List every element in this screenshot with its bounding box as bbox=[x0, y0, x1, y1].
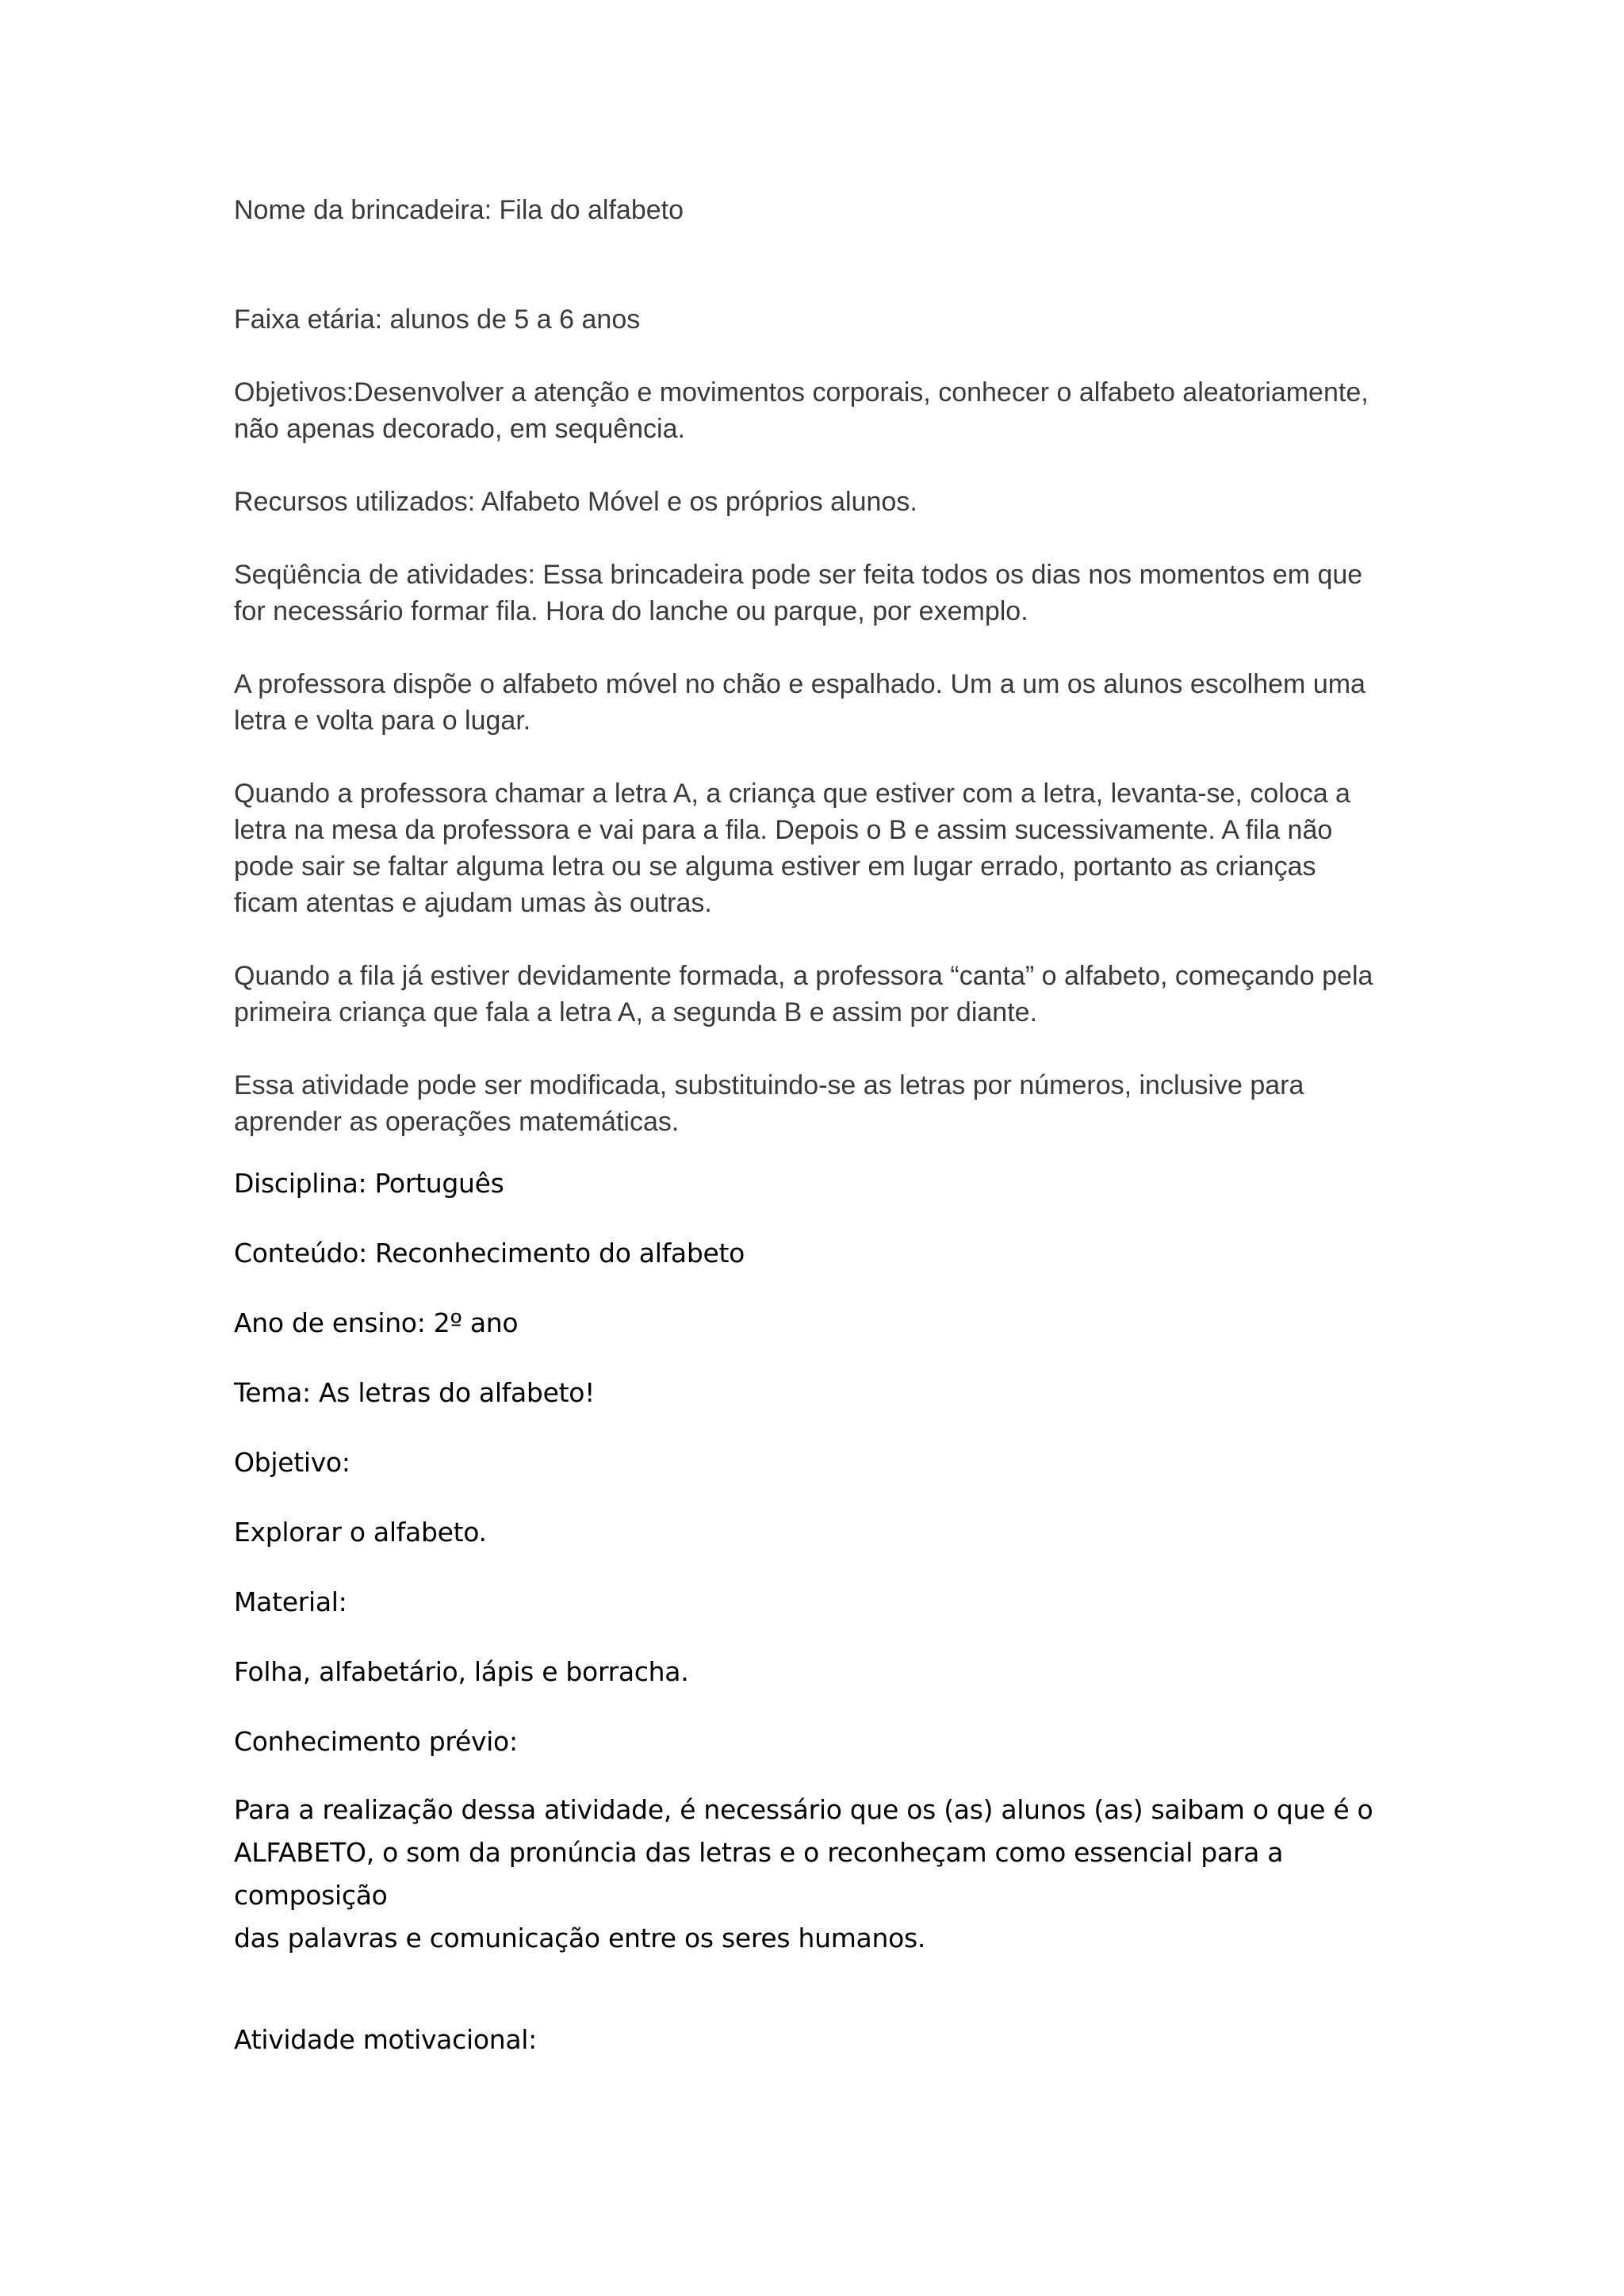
activity-sequence: Seqüência de atividades: Essa brincadeira pode ser feita todos os dias nos momentos em que for necessário formar fila. Hora do lanche ou parque, por exemplo. bbox=[234, 560, 1363, 626]
age-range: Faixa etária: alunos de 5 a 6 anos bbox=[234, 304, 641, 335]
paragraph-teacher-alphabet: A professora dispõe o alfabeto móvel no chão e espalhado. Um a um os alunos escolhem uma letra e volta para o lugar. bbox=[234, 669, 1365, 736]
motivational-activity-label: Atividade motivacional: bbox=[234, 2024, 537, 2055]
discipline: Disciplina: Português bbox=[234, 1168, 504, 1199]
content: Conteúdo: Reconhecimento do alfabeto bbox=[234, 1238, 745, 1269]
paragraph-singing-alphabet: Quando a fila já estiver devidamente formada, a professora “canta” o alfabeto, começando pela primeira criança que fala a letra A, a segunda B e assim por diante. bbox=[234, 961, 1373, 1027]
paragraph-modification: Essa atividade pode ser modificada, substituindo-se as letras por números, inclusive para aprender as operações matemáticas. bbox=[234, 1070, 1304, 1137]
theme: Tema: As letras do alfabeto! bbox=[234, 1377, 596, 1408]
prior-knowledge-label: Conhecimento prévio: bbox=[234, 1726, 518, 1757]
school-year: Ano de ensino: 2º ano bbox=[234, 1307, 519, 1338]
material-text: Folha, alfabetário, lápis e borracha. bbox=[234, 1656, 689, 1687]
prior-knowledge-text: Para a realização dessa atividade, é necessário que os (as) alunos (as) saibam o que é o ALFABETO, o som da pronúncia das letras e o reconheçam como essencial para a composição das palavras e comunicação entre os seres humanos. bbox=[234, 1794, 1373, 1954]
objectives: Objetivos:Desenvolver a atenção e movimentos corporais, conhecer o alfabeto aleatoriamente, não apenas decorado, em sequência. bbox=[234, 377, 1369, 444]
objective-label: Objetivo: bbox=[234, 1447, 350, 1478]
resources: Recursos utilizados: Alfabeto Móvel e os próprios alunos. bbox=[234, 487, 917, 517]
game-name: Nome da brincadeira: Fila do alfabeto bbox=[234, 195, 684, 225]
objective-text: Explorar o alfabeto. bbox=[234, 1517, 487, 1548]
material-label: Material: bbox=[234, 1586, 347, 1617]
paragraph-calling-letters: Quando a professora chamar a letra A, a criança que estiver com a letra, levanta-se, coloca a letra na mesa da professora e vai para a fila. Depois o B e assim sucessivamente. A fila não pode sair se faltar alguma letra ou se alguma estiver em lugar errado, portanto as crianças ficam atentas e ajudam umas às outras. bbox=[234, 779, 1350, 918]
